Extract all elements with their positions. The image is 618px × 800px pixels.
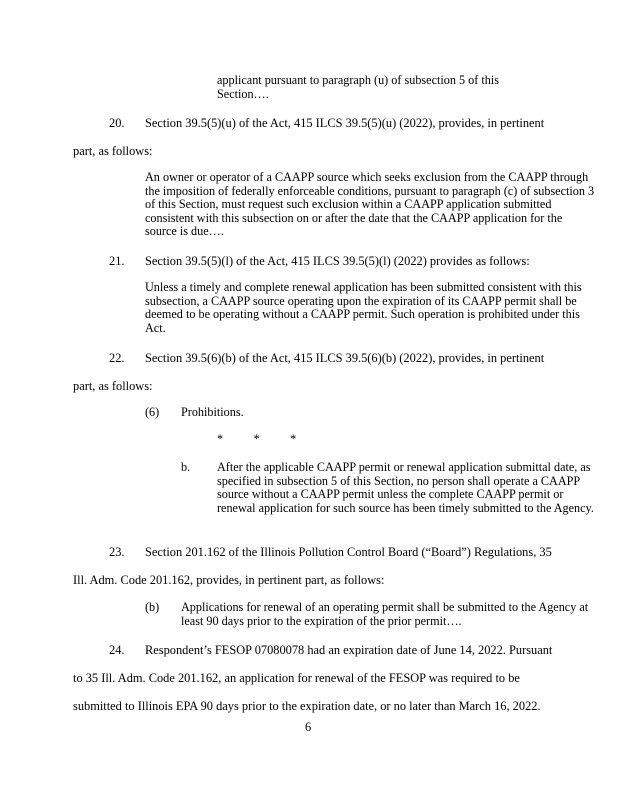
paragraph-21-line-1: Section 39.5(5)(l) of the Act, 415 ILCS 39.5(5)(l) (2022) provides as follows: xyxy=(145,254,530,268)
paragraph-24-line-1: Respondent’s FESOP 07080078 had an expiration date of June 14, 2022. Pursuant xyxy=(145,643,553,657)
continuation-line-1: applicant pursuant to paragraph (u) of subsection 5 of this xyxy=(217,73,499,87)
paragraph-23-line-1: Section 201.162 of the Illinois Pollution Control Board (“Board”) Regulations, 35 xyxy=(145,545,552,559)
item-b-text: After the applicable CAAPP permit or renewal application submittal date, as specified in subsection 5 of this Section, no person shall operate a CAAPP source without a CAAPP permit unless the complete CAAPP permit or renewal application for such source has been timely submitted to the Agency. xyxy=(217,460,594,515)
page-number: 6 xyxy=(305,720,312,734)
paragraph-24-number: 24. xyxy=(109,643,125,657)
quote-20: An owner or operator of a CAAPP source which seeks exclusion from the CAAPP through the imposition of federally enforceable conditions, pursuant to paragraph (c) of subsection 3 of this Section, must request such exclusion within a CAAPP application submitted consistent with this subsection on or after the date that the CAAPP application for the source is due…. xyxy=(145,170,595,239)
item-b2-text: Applications for renewal of an operating permit shall be submitted to the Agency at least 90 days prior to the expiration of the prior permit…. xyxy=(181,600,589,628)
paragraph-22-line-2: part, as follows: xyxy=(73,379,153,393)
paragraph-22-line-1: Section 39.5(6)(b) of the Act, 415 ILCS 39.5(6)(b) (2022), provides, in pertinent xyxy=(145,351,545,365)
omission-asterisks: * * * xyxy=(217,432,297,446)
paragraph-24-line-3: submitted to Illinois EPA 90 days prior to the expiration date, or no later than March 16, 2022. xyxy=(73,699,541,713)
continuation-line-2: Section…. xyxy=(217,87,269,101)
paragraph-20-number: 20. xyxy=(109,116,125,130)
paragraph-21-number: 21. xyxy=(109,254,125,268)
paragraph-20-line-1: Section 39.5(5)(u) of the Act, 415 ILCS 39.5(5)(u) (2022), provides, in pertinent xyxy=(145,116,545,130)
paragraph-24-line-2: to 35 Ill. Adm. Code 201.162, an application for renewal of the FESOP was required to be xyxy=(73,671,520,685)
item-b2-label: (b) xyxy=(145,600,160,614)
paragraph-20-line-2: part, as follows: xyxy=(73,144,153,158)
paragraph-23-number: 23. xyxy=(109,545,125,559)
item-b-label: b. xyxy=(181,460,191,474)
paragraph-22-number: 22. xyxy=(109,351,125,365)
quote-21: Unless a timely and complete renewal application has been submitted consistent with this subsection, a CAAPP source operating upon the expiration of its CAAPP permit shall be deemed to be operating without a CAAPP permit. Such operation is prohibited under this Act. xyxy=(145,280,582,335)
paragraph-23-line-2: Ill. Adm. Code 201.162, provides, in pertinent part, as follows: xyxy=(73,573,385,587)
prohibitions-number: (6) xyxy=(145,405,160,419)
prohibitions-heading: Prohibitions. xyxy=(181,405,244,419)
